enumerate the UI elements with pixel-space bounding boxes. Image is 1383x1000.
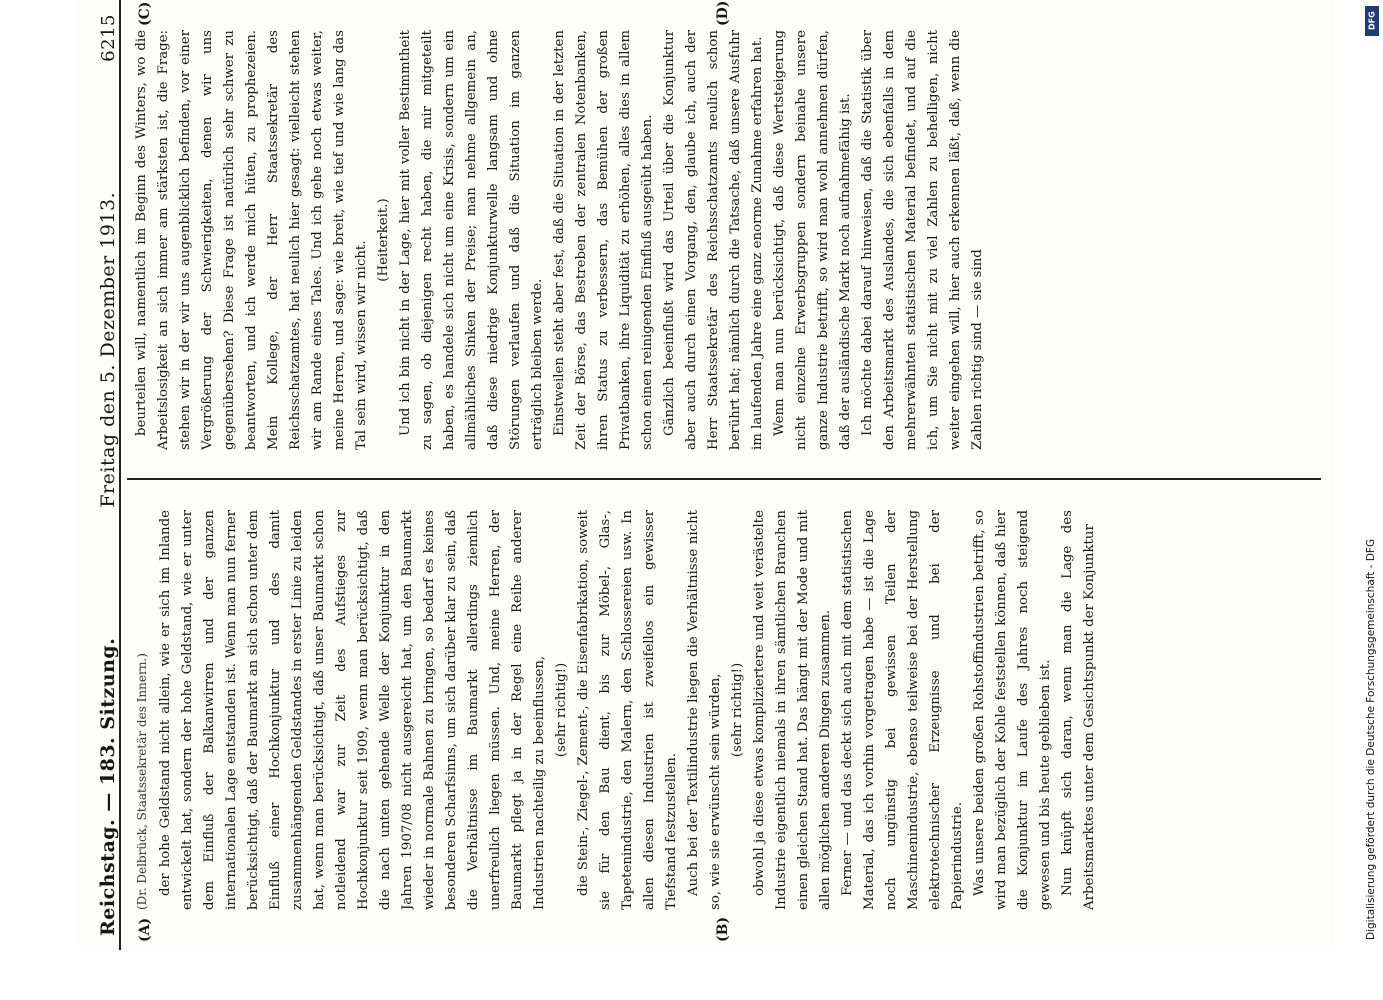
header-left: Reichstag. — 183. Sitzung. (97, 637, 119, 936)
paragraph: (Heiterkeit.) (376, 198, 391, 282)
page-number: 6215 (98, 14, 119, 62)
paragraph: der hohe Geldstand nicht allein, wie er sich im Inlande entwickelt hat, sondern der hohe Geldstand, wie er unter dem Einfluß der Balkanwirren und der ganzen internationalen Lage entstanden ist. Wenn man nun ferner berücksichtigt, daß der Baumarkt an sich schon unter dem Einfluß einer Hochkonjunktur und des damit zusammenhängenden Geldstandes in erster Linie zu leiden hat, wenn man berücksichtigt, daß unser Baumarkt schon notleidend war zur Zeit des Aufstieges zur Hochkonjunktur seit 1909, wenn man berücksichtigt, daß die nach unten gehende Welle der Konjunktur in den Jahren 1907/08 nicht ausgereicht hat, um den Baumarkt wieder in normale Bahnen zu bringen, so bedarf es keines besonderen Scharfsinns, um sich darüber klar zu sein, daß die Verhältnisse im Baumarkt allerdings ziemlich unerfreulich liegen müssen. Und, meine Herren, der Baumarkt pflegt ja in der Regel eine Reihe anderer Industrien nachteilig zu beeinflussen, (158, 510, 547, 910)
header-center: Freitag den 5. Dezember 1913. (97, 191, 119, 508)
paragraph: Gänzlich beeinflußt wird das Urteil über die Konjunktur aber auch durch einen Vorgang, den, glaube ich, auch der Herr Staatssekretär des Reichsschatzamts neulich schon berührt hat; nämlich durch die Tatsache, daß unsere Ausfuhr im laufenden Jahre eine ganz enorme Zunahme erfahren hat. (662, 30, 765, 450)
paragraph: Einstweilen steht aber fest, daß die Situation in der letzten Zeit der Börse, das Bestreben der zentralen Notenbanken, ihren Status zu verbessern, das Bemühen der großen Privatbanken, ihre Liquidität zu erhöhen, alles dies in allem schon einen reinigenden Einfluß ausgeübt haben. (552, 30, 655, 450)
column-divider (127, 478, 1321, 480)
paragraph: beurteilen will, namentlich im Beginn des Winters, wo die Arbeitslosigkeit an sich immer am stärksten ist, die Frage: stehen wir in der wir uns augenblicklich befinden, vor einer Vergrößerung der Schwierigkeiten, denen wir uns gegenübersehen? Diese Frage ist natürlich sehr schwer zu beantworten, und ich werde mich hüten, zu prophezeien. Mein Kollege, der Herr Staatssekretär des Reichsschatzamtes, hat neulich hier gesagt: vielleicht stehen wir am Rande eines Tales. Und ich gehe noch etwas weiter, meine Herren, und sage: wie breit, wie tief und wie lang das Tal sein wird, wissen wir nicht. (134, 30, 369, 450)
paragraph: obwohl ja diese etwas kompliziertere und weit verästelte Industrie eigentlich niemals in ihren sämtlichen Branchen einen gleichen Stand hat. Das hängt mit der Mode und mit allen möglichen anderen Dingen zusammen. (752, 510, 833, 910)
paragraph: Ich möchte dabei darauf hinweisen, daß die Statistik über den Arbeitsmarkt des Auslandes, die sich ebenfalls in dem mehrerwähnten statistischen Material befindet, und auf die ich, um Sie nicht mit zu viel Zahlen zu behelligen, nicht weiter eingehen will, hier auch erkennen läßt, daß, wenn die Zahlen richtig sind — sie sind (860, 30, 985, 450)
paragraph: (sehr richtig!) (554, 662, 569, 758)
dfg-logo: DFG (1365, 6, 1379, 36)
paragraph: Wenn man nun berücksichtigt, daß diese Wertsteigerung nicht einzelne Erwerbsgruppen sondern beinahe unsere ganze Industrie betrifft, so wird man wohl annehmen dürfen, daß der ausländische Markt noch aufnahmefähig ist. (772, 30, 853, 450)
page-header (85, 0, 121, 950)
right-column (131, 30, 1321, 450)
paragraph: Nun knüpft sich daran, wenn man die Lage des Arbeitsmarktes unter dem Gesichtspunkt der Konjunktur (1060, 510, 1097, 910)
marker-b: (B) (715, 916, 731, 942)
marker-c: (C) (137, 1, 153, 26)
paragraph: die Stein-, Ziegel-, Zement-, die Eisenfabrikation, soweit sie für den Bau dient, bis zur Möbel-, Glas-, Tapetenindustrie, den Malern, den Schlossereien usw. In allen diesen Industrien ist zweifellos ein gewisser Tiefstand festzustellen. (576, 510, 679, 910)
paragraph: Ferner — und das deckt sich auch mit dem statistischen Material, das ich vorhin vorgetragen habe — ist die Lage noch ungünstig bei gewissen Teilen der Maschinenindustrie, ebenso teilweise bei der Herstellung elektrotechnischer Erzeugnisse und bei der Papierindustrie. (840, 510, 965, 910)
speaker-note: (Dr. Delbrück, Staatssekretär des Innern.) (135, 653, 149, 910)
paragraph: Was unsere beiden großen Rohstoffindustrien betrifft, so wird man bezüglich der Kohle feststellen können, daß hier die Konjunktur im Laufe des Jahres noch steigend gewesen und bis heute geblieben ist. (972, 510, 1053, 910)
marker-d: (D) (715, 0, 731, 26)
paragraph: Und ich bin nicht in der Lage, hier mit voller Bestimmtheit zu sagen, ob diejenigen recht haben, die mir mitgeteilt haben, es handele sich nicht um eine Krisis, sondern um ein allmähliches Sinken der Preise; man nehme allgemein an, daß diese niedrige Konjunkturwelle langsam und ohne Störungen verlaufen und daß die Situation im ganzen erträglich bleiben werde. (398, 30, 545, 450)
paragraph: Auch bei der Textilindustrie liegen die Verhältnisse nicht so, wie sie erwünscht sein würden, (686, 510, 723, 910)
marker-a: (A) (137, 917, 153, 942)
digitization-credit: Digitalisierung gefördert durch die Deutsche Forschungsgemeinschaft - DFG (1365, 538, 1377, 940)
document-page (75, 0, 1335, 950)
left-column (131, 510, 1321, 910)
paragraph: (sehr richtig!) (730, 662, 745, 758)
